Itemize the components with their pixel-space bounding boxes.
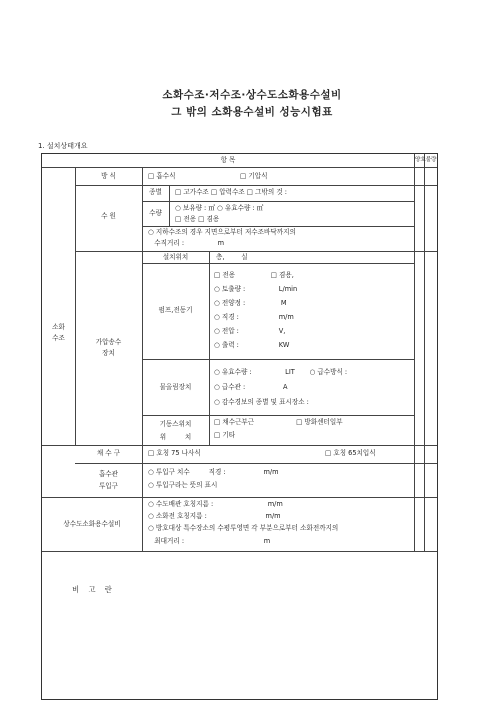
document-title-line1: 소화수조·저수조·상수도소화용수설비 <box>162 89 342 101</box>
row-label-sohwa-sujo: 소화 수조 <box>52 323 65 342</box>
heupsu-line-2: ○ 투입구라는 뜻의 표시 <box>148 481 218 489</box>
grid-line <box>75 463 437 464</box>
suwon-label: 수 원 <box>101 212 116 220</box>
grid-line <box>169 185 170 226</box>
priming-label: 물올림장치 <box>159 383 192 391</box>
pressure-unit-label: 가압송수 장치 <box>95 338 122 357</box>
pump-line-4: ○ 직경 : m/m <box>214 313 294 321</box>
hoshik-option-heupsu: □ 흡수식 <box>148 172 176 180</box>
grid-line <box>42 551 437 552</box>
grid-line <box>414 154 415 551</box>
water-supply-line-1: ○ 수도배관 호칭지름 : m/m <box>148 500 283 508</box>
pump-line-6: ○ 출력 : KW <box>214 341 290 349</box>
grid-line <box>142 263 414 264</box>
water-supply-line-2: ○ 소화전 호칭지름 : m/m <box>148 512 281 520</box>
chaesu-option-65: □ 호칭 65치입식 <box>325 449 376 457</box>
grid-line <box>42 167 437 168</box>
location-label: 설치위치 <box>162 253 189 261</box>
grid-line <box>42 497 437 498</box>
hoshik-option-giap: □ 기압식 <box>240 172 268 180</box>
grid-line <box>142 226 414 227</box>
suwon-underground-line1: ○ 지하수조의 경우 지면으로부터 저수조바닥까지의 <box>148 228 296 236</box>
suwon-underground-line2: 수직거리 : m <box>148 239 225 247</box>
pump-line-2: ○ 토출량 : L/min <box>214 285 298 293</box>
heupsu-line-1: ○ 투입구 치수 직경 : m/m <box>148 468 279 476</box>
priming-line-3: ○ 감수경보의 종별 및 표시장소 : <box>214 398 309 406</box>
suwon-amount-line1: ○ 보유량 : ㎥ ○ 유효수량 : ㎥ <box>175 204 264 212</box>
start-switch-label: 기동스위치 위 치 <box>159 420 192 441</box>
header-item: 항 목 <box>220 156 236 164</box>
suwon-amount-label: 수량 <box>149 209 162 217</box>
grid-line <box>75 185 437 186</box>
grid-line <box>142 359 414 360</box>
grid-line <box>142 167 143 551</box>
document-title-line2: 그 밖의 소화용수설비 성능시험표 <box>171 106 333 118</box>
pump-line-3: ○ 전양정 : M <box>214 299 287 307</box>
priming-line-1: ○ 유효수량 : LIT ○ 급수방식 : <box>214 368 348 376</box>
chaesu-label: 채 수 구 <box>96 449 121 457</box>
inspection-table <box>41 153 438 700</box>
grid-line <box>142 415 414 416</box>
suwon-type-label: 종별 <box>149 188 162 196</box>
water-supply-label: 상수도소화용수설비 <box>63 520 121 528</box>
grid-line <box>209 251 210 445</box>
grid-line <box>424 154 425 551</box>
water-supply-line-3: ○ 방호대상 특수장소의 수평투영면 각 부분으로부터 소화전까지의 <box>148 524 339 532</box>
water-supply-line-4: 최대거리 : m <box>148 537 271 545</box>
pump-line-1: □ 전용 □ 겸용, <box>214 271 294 279</box>
chaesu-option-75: □ 호칭 75 나사식 <box>148 449 201 457</box>
start-switch-line-2: □ 기타 <box>214 431 236 439</box>
start-switch-line-1: □ 채수근부근 □ 방화센터일부 <box>214 418 343 426</box>
header-bad: 불량 <box>425 157 437 163</box>
priming-line-2: ○ 급수관 : A <box>214 383 288 391</box>
suwon-amount-line2: □ 전용 □ 겸용 <box>175 215 220 223</box>
grid-line <box>42 445 437 446</box>
remarks-label: 비 고 란 <box>72 585 112 594</box>
heupsu-label: 흡수관 투입구 <box>98 470 119 490</box>
grid-line <box>142 201 414 202</box>
pump-line-5: ○ 전압 : V, <box>214 327 286 335</box>
header-good: 양호 <box>415 157 426 163</box>
grid-line <box>75 167 76 445</box>
grid-line <box>75 251 437 252</box>
section-heading: 1. 설치상태개요 <box>38 142 88 150</box>
pump-label: 펌프,전동기 <box>158 306 193 314</box>
location-value: 층, 실 <box>216 253 248 261</box>
hoshik-label: 방 식 <box>101 172 116 180</box>
suwon-type-options: □ 고가수조 □ 압력수조 □ 그밖의 것 : <box>175 188 288 196</box>
